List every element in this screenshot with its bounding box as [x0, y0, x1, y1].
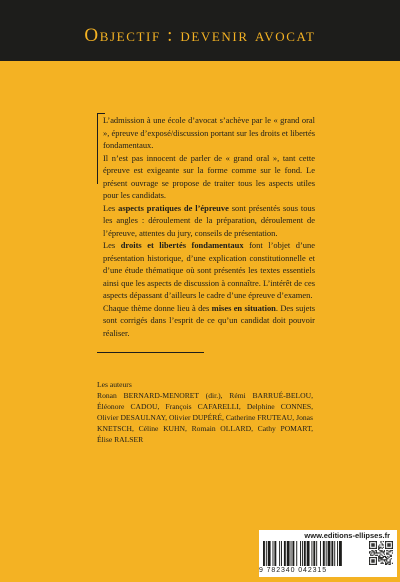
qr-code [369, 541, 393, 565]
ean-barcode [261, 541, 365, 566]
blurb-paragraph: L’admission à une école d’avocat s’achève par le « grand oral », épreuve d’exposé/discussion portant sur les droits et libertés fondamentaux. [103, 115, 315, 150]
authors-heading: Les auteurs [97, 380, 132, 389]
back-cover-blurb [103, 114, 315, 339]
series-title: Objectif : devenir avocat [84, 25, 316, 46]
blurb-paragraph: Les droits et libertés fondamentaux font l’objet d’une présentation historique, d’une explication constitutionnelle et d’une étude thématique où sont présentés les textes essentiels ainsi que les aspects de discussion à connaître. L’intérêt de ces aspects dépassant d’ailleurs le cadre d’une épreuve d’examen. [103, 240, 315, 300]
series-banner [0, 0, 400, 61]
divider [97, 352, 204, 353]
blurb-paragraph: Les aspects pratiques de l’épreuve sont présentés sous tous les angles : déroulement de la préparation, déroulement de l’épreuve, attentes du jury, conseils de présentation. [103, 202, 315, 238]
barcode-sticker [259, 530, 397, 577]
blurb-paragraph: Il n’est pas innocent de parler de « grand oral », tant cette épreuve est exigeante sur la forme comme sur le fond. Le présent ouvrage se propose de traiter tous les aspects utiles pour les candidats. [103, 152, 315, 200]
publisher-website: www.editions-ellipses.fr [304, 531, 390, 540]
emphasis: mises en situation [211, 302, 276, 313]
emphasis: aspects pratiques de l’épreuve [118, 202, 229, 213]
authors-list: Ronan BERNARD-MENORET (dir.), Rémi BARRUÉ-BELOU, Éléonore CADOU, François CAFARELLI, Delphine CONNES, Olivier DESAULNAY, Olivier DUPÉRÉ, Catherine FRUTEAU, Jonas KNETSCH, Céline KUHN, Romain OLLARD, Cathy POMART, Élise RALSER [97, 391, 313, 445]
emphasis: droits et libertés fondamentaux [120, 240, 244, 250]
blurb-paragraph: Chaque thème donne lieu à des mises en situation. Des sujets sont corrigés dans l’esprit de ce qu’un candidat doit pouvoir réaliser. [103, 302, 316, 338]
isbn-digits: 9 782340 042315 [259, 567, 327, 574]
